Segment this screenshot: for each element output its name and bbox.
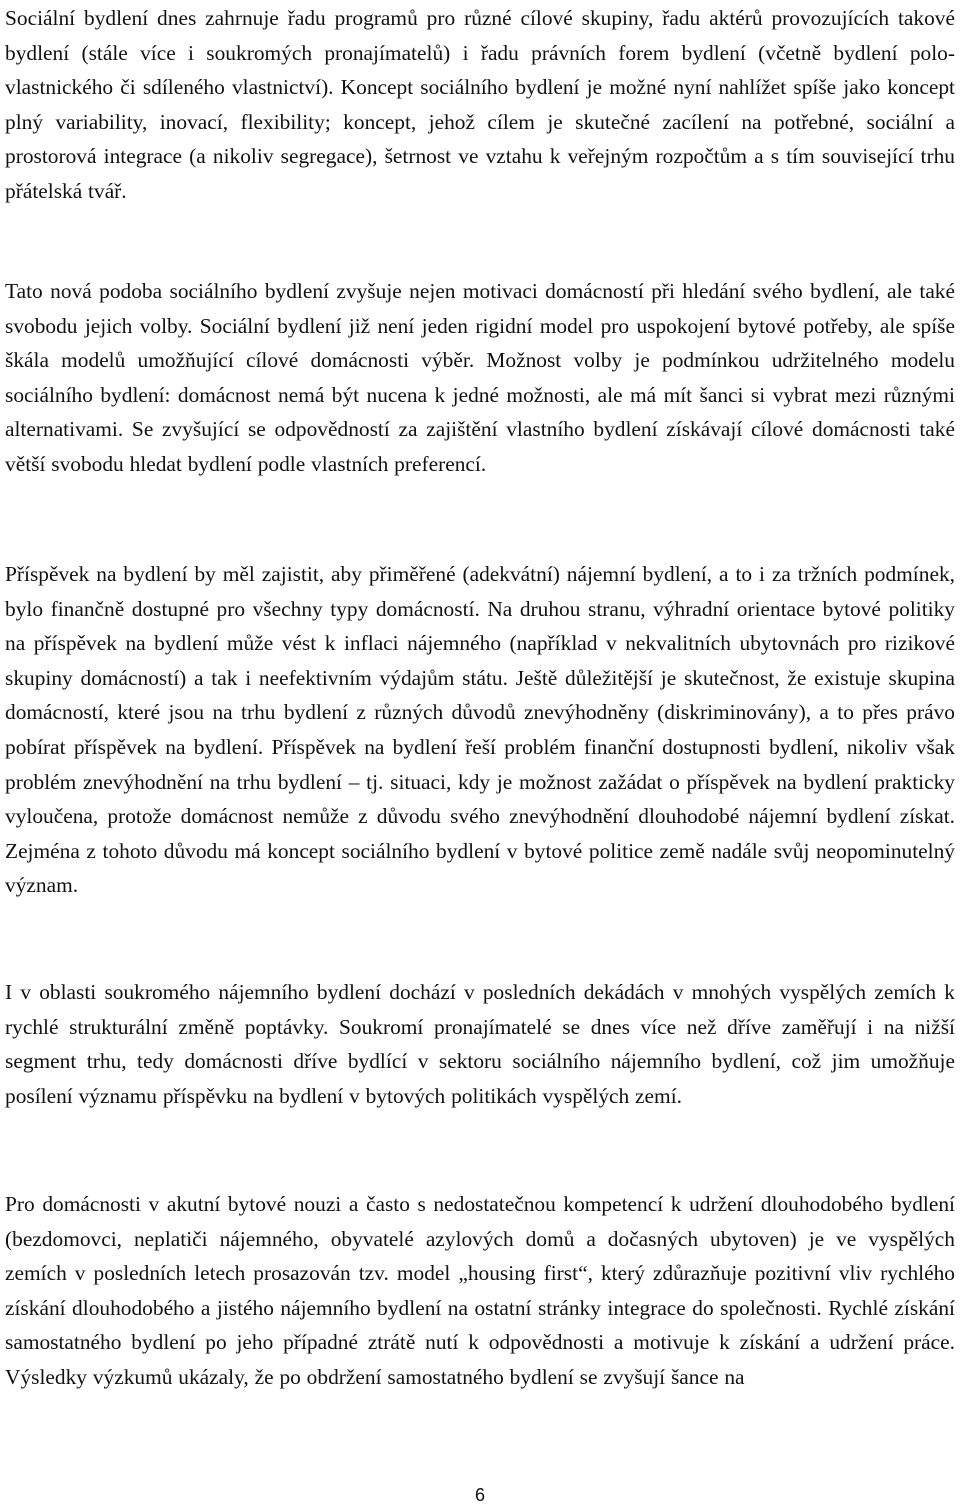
page-number: 6 <box>474 1485 485 1505</box>
paragraph-social-housing-programs: Sociální bydlení dnes zahrnuje řadu programů pro různé cílové skupiny, řadu aktérů provozujících takové bydlení (stále více i soukromých pronajímatelů) i řadu právních forem bydlení (včetně bydlení polo-vlastnického či sdíleného vlastnictví). Koncept sociálního bydlení je možné nyní nahlížet spíše jako koncept plný variability, inovací, flexibility; koncept, jehož cílem je skutečné zacílení na potřebné, sociální a prostorová integrace (a nikoliv segregace), šetrnost ve vztahu k veřejným rozpočtům a s tím související trhu přátelská tvář. <box>5 6 955 203</box>
document-page <box>5 0 955 1511</box>
paragraph-housing-first: Pro domácnosti v akutní bytové nouzi a často s nedostatečnou kompetencí k udržení dlouhodobého bydlení (bezdomovci, neplatiči nájemného, obyvatelé azylových domů a dočasných ubytoven) je ve vyspělých zemích v posledních letech prosazován tzv. model „housing first“, který zdůrazňuje pozitivní vliv rychlého získání dlouhodobého a jistého nájemního bydlení na ostatní stránky integrace do společnosti. Rychlé získání samostatného bydlení po jeho případné ztrátě nutí k odpovědnosti a motivuje k získání a udržení práce. Výsledky výzkumů ukázaly, že po obdržení samostatného bydlení se zvyšují šance na <box>5 1192 955 1389</box>
paragraph-freedom-of-choice: Tato nová podoba sociálního bydlení zvyšuje nejen motivaci domácností při hledání svého bydlení, ale také svobodu jejich volby. Sociální bydlení již není jeden rigidní model pro uspokojení bytové potřeby, ale spíše škála modelů umožňující cílové domácnosti výběr. Možnost volby je podmínkou udržitelného modelu sociálního bydlení: domácnost nemá být nucena k jedné možnosti, ale má mít šanci si vybrat mezi různými alternativami. Se zvyšující se odpovědností za zajištění vlastního bydlení získávají cílové domácnosti také větší svobodu hledat bydlení podle vlastních preferencí. <box>5 279 955 476</box>
paragraph-private-rental: I v oblasti soukromého nájemního bydlení dochází v posledních dekádách v mnohých vyspělých zemích k rychlé strukturální změně poptávky. Soukromí pronajímatelé se dnes více než dříve zaměřují i na nižší segment trhu, tedy domácnosti dříve bydlící v sektoru sociálního nájemního bydlení, což jim umožňuje posílení významu příspěvku na bydlení v bytových politikách vyspělých zemí. <box>5 980 955 1108</box>
paragraph-housing-allowance: Příspěvek na bydlení by měl zajistit, aby přiměřené (adekvátní) nájemní bydlení, a to i za tržních podmínek, bylo finančně dostupné pro všechny typy domácností. Na druhou stranu, výhradní orientace bytové politiky na příspěvek na bydlení může vést k inflaci nájemného (například v nekvalitních ubytovnách pro rizikové skupiny domácností) a tak i neefektivním výdajům státu. Ještě důležitější je skutečnost, že existuje skupina domácností, které jsou na trhu bydlení z různých důvodů znevýhodněny (diskriminovány), a to přes právo pobírat příspěvek na bydlení. Příspěvek na bydlení řeší problém finanční dostupnosti bydlení, nikoliv však problém znevýhodnění na trhu bydlení – tj. situaci, kdy je možnost zažádat o příspěvek na bydlení prakticky vyloučena, protože domácnost nemůže z důvodu svého znevýhodnění dlouhodobé nájemní bydlení získat. Zejména z tohoto důvodu má koncept sociálního bydlení v bytové politice země nadále svůj neopominutelný význam. <box>5 562 955 898</box>
